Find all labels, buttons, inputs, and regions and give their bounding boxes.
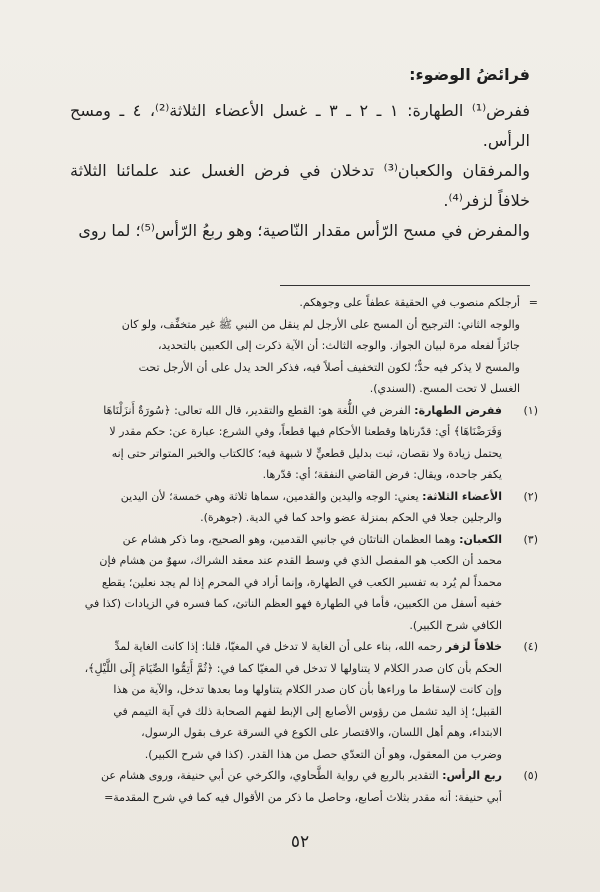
footnote-number: (٤) xyxy=(523,640,538,653)
footnote-line: أرجلكم منصوب في الحقيقة عطفاً على وجوهكم. xyxy=(299,296,520,309)
footnote-term: ففرض الطهارة: xyxy=(414,403,502,417)
footnote-1 xyxy=(60,400,538,486)
footnote-4 xyxy=(60,636,538,765)
footnote-number: (٥) xyxy=(523,769,538,782)
footnote-text xyxy=(60,486,502,529)
footnote-line xyxy=(60,765,502,787)
footnote-number: (١) xyxy=(523,403,538,417)
footnote-text xyxy=(60,765,502,808)
footnote-line xyxy=(60,486,502,508)
footnote-term: خلافاً لزفر xyxy=(445,640,502,653)
footnote-term: الأعضاء الثلاثة: xyxy=(422,489,502,503)
main-text xyxy=(70,60,530,246)
footnote-line: والمسح لا يذكر فيه حدٌّ؛ لكون التخفيف أصلاً فيه، فذكر الحد يدل على أن الأرجل تحت xyxy=(138,360,520,374)
footnotes xyxy=(60,292,538,808)
footnote-line-text: رحمه الله، بناء على أن الغاية لا تدخل في المغيّا، قلنا: إذا كانت الغاية لمدِّ xyxy=(114,640,443,653)
footnote-line: وَفَرَضْنَاهَا﴾ أي: قدّرناها وقطعنا الأحكام فيها قطعاً، وفي الشرع: عبارة عن: حكم مقدر لا xyxy=(109,425,502,438)
footnote-line-text: التقدير بالربع في رواية الطَّحاوي، والكرخي عن أبي حنيفة، وروى هشام عن xyxy=(100,769,439,782)
footnote-line xyxy=(60,400,502,422)
footnote-line: يكفر جاحده، ويقال: فرض القاضي النفقة؛ أي: قدّرها. xyxy=(262,468,502,481)
footnote-line: محمداً لم يُرد به تفسير الكعب في الطهارة، وإنما أراد في المحرم إذا لم يجد نعلين؛ يقطع xyxy=(101,575,502,589)
footnote-line xyxy=(60,636,502,658)
main-paragraph-3: والمفرض في مسح الرّأس مقدار النّاصية؛ وهو ربعُ الرّأس⁽⁵⁾؛ لما روى xyxy=(78,221,530,240)
footnote-line: وإن كانت لإسقاط ما وراءها بأن كان صدر الكلام يتناولها وما بعدها تدخل، والآية من هذا xyxy=(113,683,502,696)
page-number: ٥٢ xyxy=(290,832,310,852)
footnote-line: خفيه أسفل من الكعبين، فأما في الطهارة فهو العظم الناتئ، كما فسره في الزيادات (كذا في xyxy=(84,597,502,610)
footnote-line: الكافي شرح الكبير). xyxy=(409,618,502,632)
footnote-line: أبي حنيفة: أنه مقدر بثلاث أصابع، وحاصل ما ذكر من الأقوال فيه كما في شرح المقدمة= xyxy=(104,790,502,804)
footnote-line-text: الفرض في اللُّغة هو: القطع والتقدير، قال الله تعالى: ﴿سُورَةٌ أَنزَلْنَاهَا xyxy=(103,403,411,417)
footnote-line: الابتداء، وهم أهل اللسان، والاقتصار على الكوع في السرقة عرف بقول الرسول، xyxy=(141,726,502,739)
footnote-2 xyxy=(60,486,538,529)
footnote-5 xyxy=(60,765,538,808)
footnote-line-text: وهما العظمان الناتئان في جانبي القدمين، وهو الصحيح، وما ذكر هشام عن xyxy=(122,532,456,546)
footnote-line: وضرب من المعقول، وهو أن التعدّي حصل من هذا القدر. (كذا في شرح الكبير). xyxy=(144,747,502,761)
footnote-term: ربع الرأس: xyxy=(442,769,502,782)
footnote-continuation xyxy=(60,292,538,400)
footnote-line xyxy=(60,529,502,551)
footnote-line: الغسل لا تحت المسح. (السندي). xyxy=(369,382,520,395)
footnote-text xyxy=(60,400,502,486)
footnote-text xyxy=(60,529,502,637)
footnote-3 xyxy=(60,529,538,637)
footnote-term: الكعبان: xyxy=(459,532,502,546)
footnote-number: (٣) xyxy=(523,532,538,546)
main-paragraph-2: والمرفقان والكعبان⁽³⁾ تدخلان في فرض الغسل عند علمائنا الثلاثة خلافاً لزفر⁽⁴⁾. xyxy=(70,161,530,210)
section-heading: فرائضُ الوضوء: xyxy=(409,65,530,84)
footnote-line: والوجه الثاني: الترجيح أن المسح على الأرجل لم ينقل من النبي ﷺ غير متخفِّف، ولو كان xyxy=(121,317,520,331)
main-paragraph-1: ففرض⁽¹⁾ الطهارة: ١ ـ ٢ ـ ٣ ـ غسل الأعضاء الثلاثة⁽²⁾، ٤ ـ ومسح الرأس. xyxy=(70,101,531,150)
footnote-number: (٢) xyxy=(523,489,538,503)
footnote-line: والرجلين جعلا في الحكم بمنزلة عضو واحد كما في الدية. (جوهرة). xyxy=(200,511,502,524)
footnote-line: محمد أن الكعب هو المفصل الذي في وسط القدم عند معقد الشراك، سهوٌ من هشام فإن xyxy=(99,554,502,567)
footnote-line-text: يعني: الوجه واليدين والقدمين، سماها ثلاثة وهي خمسة؛ لأن اليدين xyxy=(120,489,419,503)
footnote-line: القبيل؛ إذ اليد تشمل من رؤوس الأصابع إلى الإبط لفهم الصحابة ذلك في آية التيمم في xyxy=(113,704,502,718)
footnote-text xyxy=(60,636,502,765)
continuation-mark: = xyxy=(528,296,538,309)
footnote-line: الحكم بأن كان صدر الكلام لا يتناولها لا تدخل في المغيّا كما في: ﴿ثُمَّ أَتِمُّوا الصِّيَامَ إِلَى اللَّيْلِ﴾، xyxy=(84,661,502,675)
footnote-line: يحتمل زيادة ولا نقصان، ثبت بدليل قطعيٍّ لا شبهة فيه؛ كالكتاب والخبر المتواتر حتى إنه xyxy=(111,446,502,460)
footnote-separator xyxy=(280,285,530,286)
footnote-line: جائزاً لفعله مرة لبيان الجواز. والوجه الثالث: أن الآية ذكرت إلى الكعبين بالتحديد، xyxy=(157,339,520,352)
